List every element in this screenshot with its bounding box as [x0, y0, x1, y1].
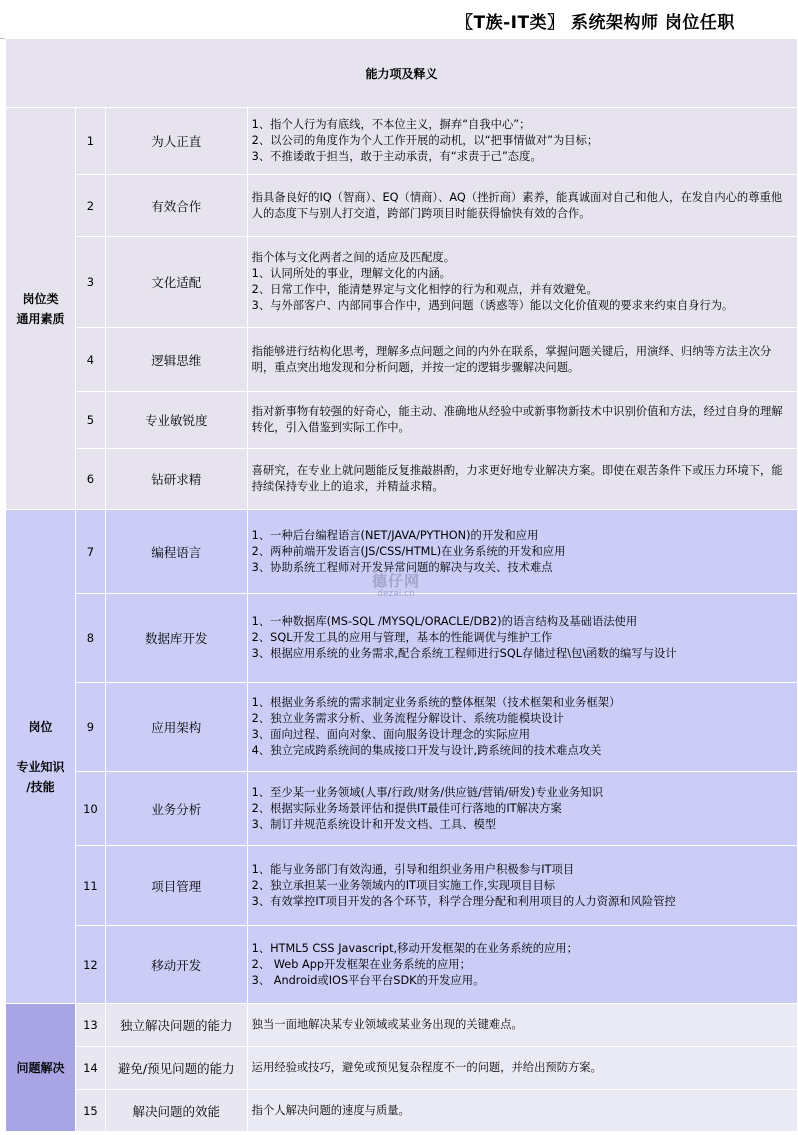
row-number: 6 — [75, 449, 105, 510]
table-row — [6, 772, 798, 846]
category-cell: 岗位 专业知识 /技能 — [6, 510, 76, 1004]
row-number: 5 — [75, 392, 105, 449]
competency-name: 解决问题的效能 — [105, 1090, 247, 1132]
row-number: 13 — [75, 1004, 105, 1047]
watermark-text: 德仔网 — [372, 572, 421, 590]
table-row — [6, 1090, 798, 1132]
competency-name: 数据库开发 — [105, 594, 247, 683]
table-row — [6, 449, 798, 510]
row-number: 10 — [75, 772, 105, 846]
competency-desc: 指对新事物有较强的好奇心，能主动、准确地从经验中或新事物新技术中识别价值和方法，经过自身的理解转化，引入借鉴到实际工作中。 — [247, 392, 797, 449]
table-row — [6, 237, 798, 328]
competency-name: 编程语言 — [105, 510, 247, 594]
row-number: 12 — [75, 926, 105, 1004]
header-label: 能力项及释义 — [6, 39, 798, 108]
table-row — [6, 328, 798, 392]
competency-name: 文化适配 — [105, 237, 247, 328]
competency-desc: 1、HTML5 CSS Javascript,移动开发框架的在业务系统的应用； 2、 Web App开发框架在业务系统的应用； 3、 Android或IOS平台平台SDK的开发应用。 — [247, 926, 797, 1004]
competency-desc: 喜研究，在专业上就问题能反复推敲斟酌，力求更好地专业解决方案。即使在艰苦条件下或压力环境下，能持续保持专业上的追求，并精益求精。 — [247, 449, 797, 510]
row-number: 2 — [75, 175, 105, 237]
competency-name: 业务分析 — [105, 772, 247, 846]
competency-desc: 1、能与业务部门有效沟通，引导和组织业务用户积极参与IT项目 2、独立承担某一业务领域内的IT项目实施工作,实现项目目标 3、有效掌控IT项目开发的各个环节，科学合理分配和利用项目的人力资源和风险管控 — [247, 846, 797, 926]
competency-name: 项目管理 — [105, 846, 247, 926]
competency-name: 逻辑思维 — [105, 328, 247, 392]
competency-desc: 运用经验或技巧，避免或预见复杂程度不一的问题，并给出预防方案。 — [247, 1047, 797, 1090]
row-number: 15 — [75, 1090, 105, 1132]
competency-desc: 1、根据业务系统的需求制定业务系统的整体框架（技术框架和业务框架） 2、独立业务需求分析、业务流程分解设计、系统功能模块设计 3、面向过程、面向对象、面向服务设计理念的实际应用 4、独立完成跨系统间的集成接口开发与设计,跨系统间的技术难点攻关 — [247, 683, 797, 772]
row-number: 9 — [75, 683, 105, 772]
competency-name: 为人正直 — [105, 108, 247, 175]
table-row — [6, 926, 798, 1004]
table-row — [6, 392, 798, 449]
row-number: 4 — [75, 328, 105, 392]
row-number: 7 — [75, 510, 105, 594]
competency-name: 专业敏锐度 — [105, 392, 247, 449]
competency-name: 有效合作 — [105, 175, 247, 237]
competency-name: 移动开发 — [105, 926, 247, 1004]
table-row — [6, 510, 798, 594]
competency-table — [5, 38, 798, 1132]
competency-name: 避免/预见问题的能力 — [105, 1047, 247, 1090]
document-title: 〖T族-IT类〗 系统架构师 岗位任职 — [456, 13, 735, 33]
category-cell: 岗位类 通用素质 — [6, 108, 76, 510]
table-row — [6, 108, 798, 175]
competency-desc: 指个体与文化两者之间的适应及匹配度。 1、认同所处的事业，理解文化的内涵。 2、日常工作中，能清楚界定与文化相悖的行为和观点，并有效避免。 3、与外部客户、内部同事合作中，遇到问题（诱惑等）能以文化价值观的要求来约束自身行为。 — [247, 237, 797, 328]
document-title-bar — [0, 0, 798, 39]
competency-desc: 指个人解决问题的速度与质量。 — [247, 1090, 797, 1132]
table-row — [6, 175, 798, 237]
table-row — [6, 594, 798, 683]
competency-desc: 1、一种数据库(MS-SQL /MYSQL/ORACLE/DB2)的语言结构及基础语法使用 2、SQL开发工具的应用与管理，基本的性能调优与维护工作 3、根据应用系统的业务需求,配合系统工程师进行SQL存储过程\包\函数的编写与设计 — [247, 594, 797, 683]
row-number: 3 — [75, 237, 105, 328]
row-number: 8 — [75, 594, 105, 683]
competency-name: 钻研求精 — [105, 449, 247, 510]
category-cell: 问题解决 — [6, 1004, 76, 1132]
table-row — [6, 846, 798, 926]
table-row — [6, 683, 798, 772]
competency-desc: 指能够进行结构化思考，理解多点问题之间的内外在联系，掌握问题关键后，用演绎、归纳等方法主次分明，重点突出地发现和分析问题，并按一定的逻辑步骤解决问题。 — [247, 328, 797, 392]
row-number: 1 — [75, 108, 105, 175]
competency-desc: 独当一面地解决某专业领域或某业务出现的关键难点。 — [247, 1004, 797, 1047]
watermark-subtext: dezai.cn — [377, 589, 415, 599]
table-row — [6, 1047, 798, 1090]
header-row — [6, 39, 798, 108]
row-number: 14 — [75, 1047, 105, 1090]
row-number: 11 — [75, 846, 105, 926]
competency-desc: 1、指个人行为有底线，不本位主义，摒弃“自我中心”； 2、以公司的角度作为个人工作开展的动机，以“把事情做对”为目标； 3、不推诿敢于担当，敢于主动承责，有“求责于己”态度。 — [247, 108, 797, 175]
competency-desc: 1、一种后台编程语言(NET/JAVA/PYTHON)的开发和应用 2、两种前端开发语言(JS/CSS/HTML)在业务系统的开发和应用 3、协助系统工程师对开发异常问题的解决与攻关、技术难点 — [247, 510, 797, 594]
competency-name: 独立解决问题的能力 — [105, 1004, 247, 1047]
table-row — [6, 1004, 798, 1047]
competency-desc: 1、至少某一业务领域(人事/行政/财务/供应链/营销/研发)专业业务知识 2、根据实际业务场景评估和提供IT最佳可行落地的IT解决方案 3、制订并规范系统设计和开发文档、工具、模型 — [247, 772, 797, 846]
competency-name: 应用架构 — [105, 683, 247, 772]
competency-desc: 指具备良好的IQ（智商）、EQ（情商）、AQ（挫折商）素养，能真诚面对自己和他人，在发自内心的尊重他人的态度下与别人打交道，跨部门跨项目时能获得愉快有效的合作。 — [247, 175, 797, 237]
